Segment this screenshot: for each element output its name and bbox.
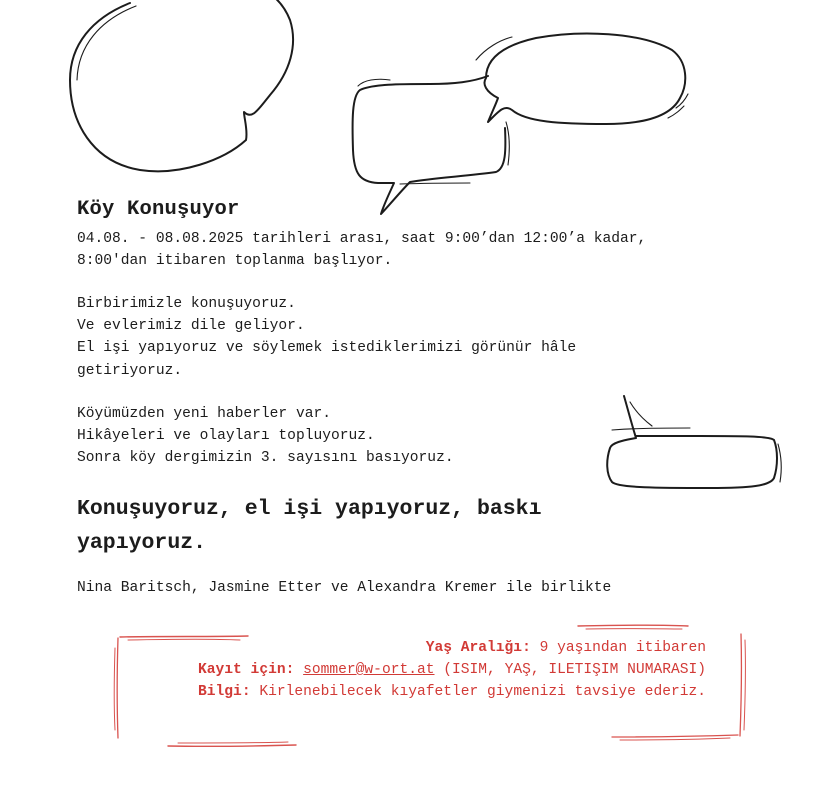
speech-bubble-large-icon (70, 0, 293, 171)
speech-bubble-double-icon (353, 34, 688, 214)
paragraph-line: Birbirimizle konuşuyoruz. (77, 296, 296, 312)
speech-bubble-small-icon (607, 396, 781, 488)
register-email-link[interactable]: sommer@w-ort.at (303, 662, 435, 678)
schedule-line: 8:00'dan itibaren toplanma başlıyor. (77, 253, 393, 270)
register-note: (ISIM, YAŞ, ILETIŞIM NUMARASI) (443, 662, 706, 678)
schedule-line: 04.08. - 08.08.2025 tarihleri arası, saat 9:00’dan 12:00’a kadar, (77, 231, 647, 247)
paragraph-1 (77, 293, 576, 382)
paragraph-line: Ve evlerimiz dile geliyor. (77, 318, 305, 335)
schedule-block (77, 228, 646, 272)
register-label: Kayıt için: (198, 662, 295, 678)
info-lines (198, 637, 706, 703)
headline: Konuşuyoruz, el işi yapıyoruz, baskı yapıyoruz. (77, 497, 542, 555)
info-box (108, 620, 756, 752)
age-label: Yaş Aralığı: (425, 640, 531, 656)
paragraph-line: Sonra köy dergimizin 3. sayısını basıyoruz. (77, 450, 454, 467)
event-title: Köy Konuşuyor (77, 198, 240, 221)
paragraph-2 (77, 403, 454, 470)
credits: Nina Baritsch, Jasmine Etter ve Alexandra Kremer ile birlikte (77, 580, 612, 596)
paragraph-line: Köyümüzden yeni haberler var. (77, 406, 331, 422)
age-value: 9 yaşından itibaren (539, 640, 706, 656)
paragraph-line: getiriyoruz. (77, 362, 183, 379)
info-label: Bilgi: (198, 684, 251, 700)
paragraph-line: El işi yapıyoruz ve söylemek istediklerimizi görünür hâle (77, 340, 577, 357)
age-row (198, 637, 706, 659)
info-row (198, 681, 706, 703)
info-value: Kirlenebilecek kıyafetler giymenizi tavsiye ederiz. (259, 684, 706, 700)
register-row (198, 659, 706, 681)
paragraph-line: Hikâyeleri ve olayları topluyoruz. (77, 428, 375, 445)
